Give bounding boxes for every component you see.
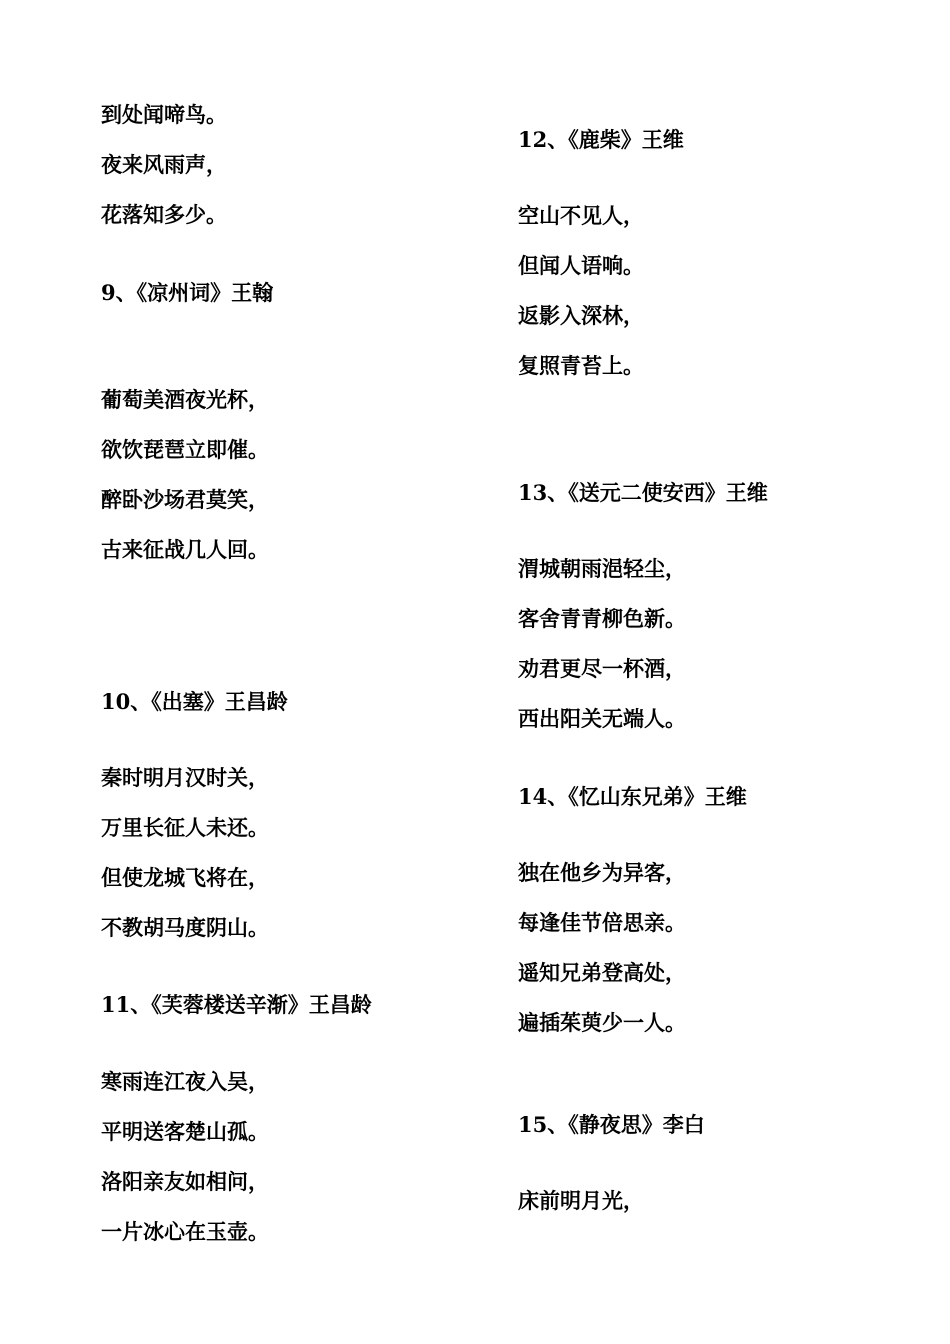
poem-14-heading: 14、《忆山东兄弟》王维 bbox=[518, 784, 747, 809]
poem-13-heading: 13、《送元二使安西》王维 bbox=[518, 480, 768, 505]
poem-10-heading: 10、《出塞》王昌龄 bbox=[101, 689, 288, 714]
poem-12-line-4: 复照青苔上。 bbox=[518, 353, 644, 378]
poem-9-line-2: 欲饮琵琶立即催。 bbox=[101, 437, 269, 462]
poem-9-line-3: 醉卧沙场君莫笑， bbox=[101, 487, 269, 512]
poem-11-line-2: 平明送客楚山孤。 bbox=[101, 1119, 269, 1144]
poem-14-line-3: 遥知兄弟登高处， bbox=[518, 960, 686, 985]
poem-10-line-3: 但使龙城飞将在， bbox=[101, 865, 269, 890]
poem-11-heading: 11、《芙蓉楼送辛渐》王昌龄 bbox=[101, 992, 372, 1017]
poem-10-line-1: 秦时明月汉时关， bbox=[101, 765, 269, 790]
poem-9-heading: 9、《凉州词》王翰 bbox=[101, 280, 274, 305]
poem-14-line-1: 独在他乡为异客， bbox=[518, 860, 686, 885]
poem-12-line-2: 但闻人语响。 bbox=[518, 253, 644, 278]
poem-8-line-3: 夜来风雨声， bbox=[101, 152, 227, 177]
poem-10-line-4: 不教胡马度阴山。 bbox=[101, 915, 269, 940]
poem-10-line-2: 万里长征人未还。 bbox=[101, 815, 269, 840]
poem-11-line-1: 寒雨连江夜入吴， bbox=[101, 1069, 269, 1094]
poem-15-heading: 15、《静夜思》李白 bbox=[518, 1112, 705, 1137]
poem-11-line-3: 洛阳亲友如相问， bbox=[101, 1169, 269, 1194]
poem-12-line-3: 返影入深林， bbox=[518, 303, 644, 328]
poem-13-line-4: 西出阳关无端人。 bbox=[518, 706, 686, 731]
poem-15-line-1: 床前明月光， bbox=[518, 1188, 644, 1213]
poem-13-line-1: 渭城朝雨浥轻尘， bbox=[518, 556, 686, 581]
poem-14-line-4: 遍插茱萸少一人。 bbox=[518, 1010, 686, 1035]
poem-14-line-2: 每逢佳节倍思亲。 bbox=[518, 910, 686, 935]
poem-13-line-3: 劝君更尽一杯酒， bbox=[518, 656, 686, 681]
poem-13-line-2: 客舍青青柳色新。 bbox=[518, 606, 686, 631]
poem-12-line-1: 空山不见人， bbox=[518, 203, 644, 228]
poem-9-line-4: 古来征战几人回。 bbox=[101, 537, 269, 562]
poem-8-line-4: 花落知多少。 bbox=[101, 202, 227, 227]
poem-11-line-4: 一片冰心在玉壶。 bbox=[101, 1219, 269, 1244]
poem-8-line-2: 到处闻啼鸟。 bbox=[101, 102, 227, 127]
poem-9-line-1: 葡萄美酒夜光杯， bbox=[101, 387, 269, 412]
poem-12-heading: 12、《鹿柴》王维 bbox=[518, 127, 684, 152]
